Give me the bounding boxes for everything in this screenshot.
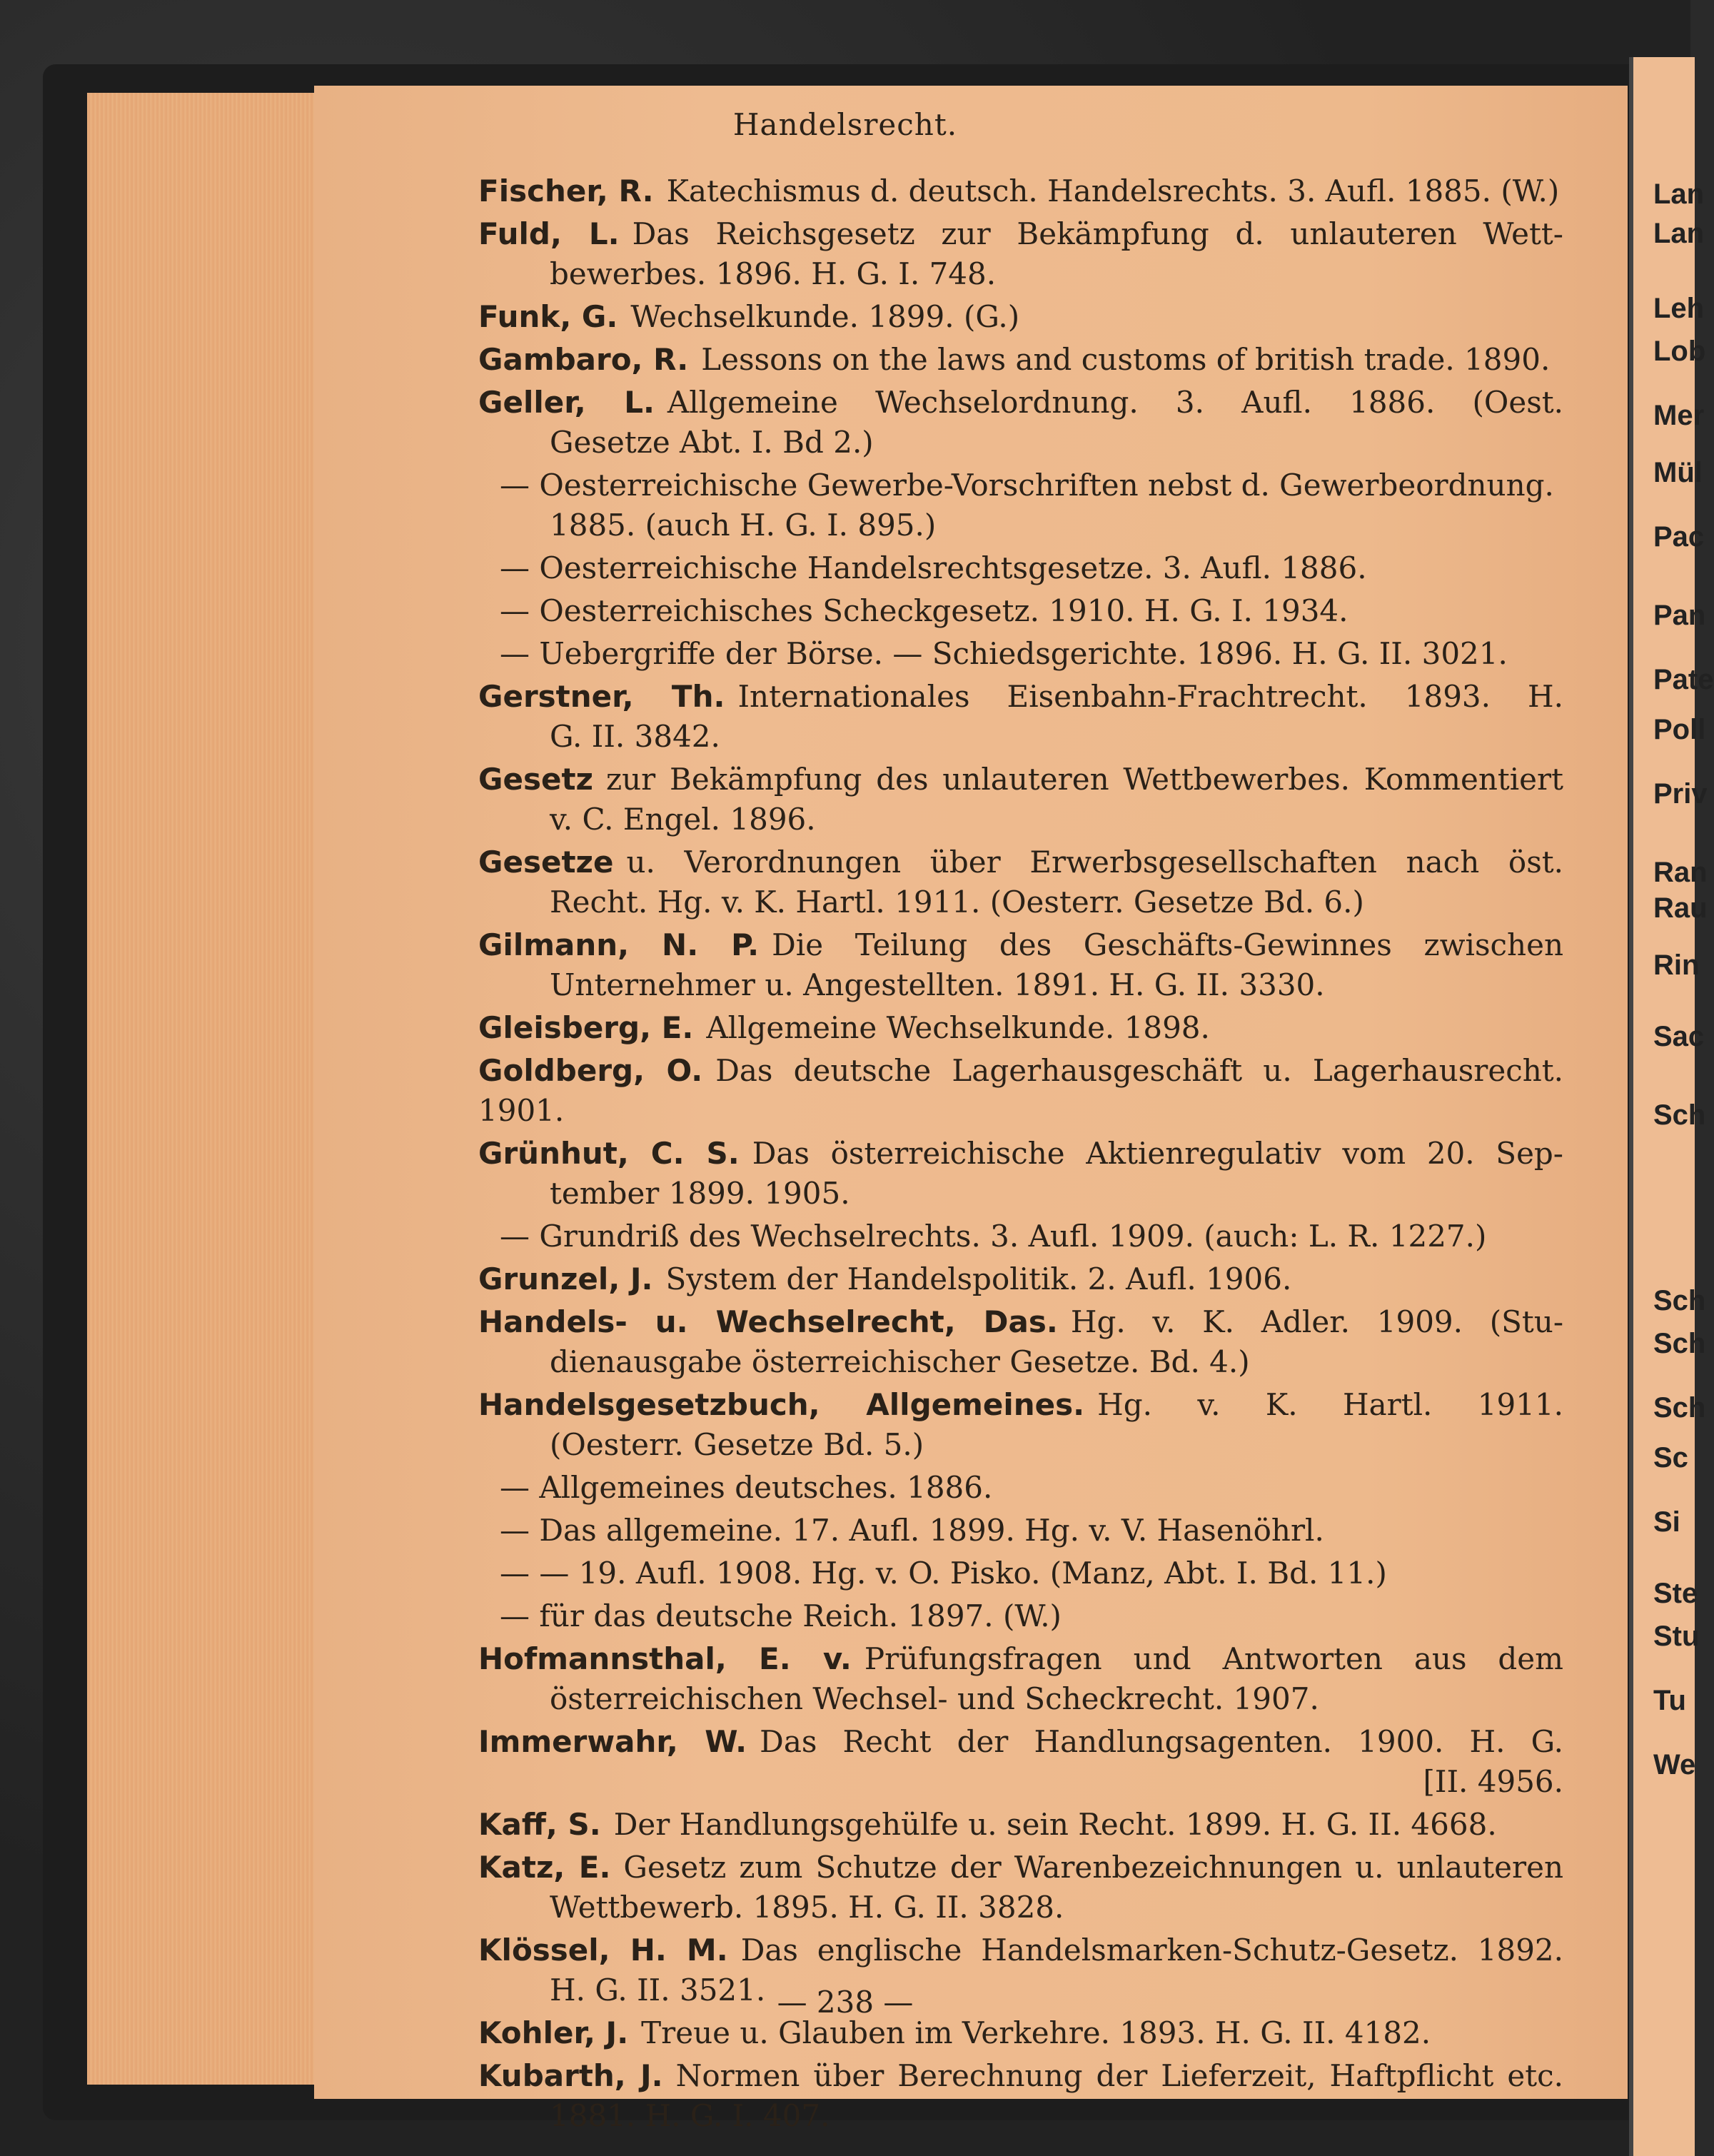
entry-first-line — [478, 1008, 1563, 1048]
entry-title: Lessons on the laws and customs of british trade. 1890. — [701, 342, 1551, 377]
adjacent-page-text: Lan — [1653, 218, 1705, 249]
author-name: Grunzel, J. — [478, 1261, 653, 1296]
adjacent-page-text: Sch — [1653, 1285, 1706, 1316]
entry-first-line — [478, 1930, 1563, 1970]
sub-entry — [478, 465, 1563, 545]
bibliography-entry — [478, 842, 1563, 922]
entry-title: Allgemeine Wechselordnung. 3. Aufl. 1886. (Oest. — [667, 385, 1563, 420]
entry-title: Das österreichische Aktienregulativ vom 20. Sep- — [752, 1136, 1563, 1171]
author-name: Goldberg, O. — [478, 1053, 703, 1088]
entry-title: Internationales Eisenbahn-Frachtrecht. 1893. H. — [737, 679, 1563, 714]
sub-entry-continuation: 1885. (auch H. G. I. 895.) — [550, 508, 937, 543]
entry-first-line — [478, 171, 1563, 211]
author-name: Gleisberg, E. — [478, 1010, 694, 1045]
author-name: Funk, G. — [478, 299, 618, 334]
entry-continuation: österreichischen Wechsel- und Scheckrecht. 1907. — [550, 1681, 1319, 1716]
author-name: Gesetz — [478, 762, 593, 797]
entry-continuation: 1881. H. G. I. 407. — [550, 2098, 830, 2133]
bibliography-entry — [478, 760, 1563, 840]
entry-title: Prüfungsfragen und Antworten aus dem — [864, 1641, 1563, 1676]
entry-first-line — [478, 1134, 1563, 1174]
entry-continuation: v. C. Engel. 1896. — [550, 802, 816, 837]
bibliography-list — [478, 171, 1563, 2139]
adjacent-page — [1629, 57, 1714, 2156]
author-name: Gerstner, Th. — [478, 679, 725, 714]
entry-title: zur Bekämpfung des unlauteren Wettbewerbes. Kommentiert — [605, 762, 1563, 797]
entry-continuation: [II. 4956. — [1423, 1764, 1563, 1799]
page-number: — 238 — — [777, 1985, 914, 2020]
bibliography-entry — [478, 1722, 1563, 1802]
bibliography-entry — [478, 297, 1563, 337]
entry-first-line — [478, 1259, 1563, 1299]
sub-entry-line: — für das deutsche Reich. 1897. (W.) — [500, 1598, 1062, 1633]
sub-entry — [478, 591, 1563, 631]
author-name: Klössel, H. M. — [478, 1933, 728, 1968]
adjacent-page-text: Pate — [1653, 664, 1714, 695]
entry-continuation: Recht. Hg. v. K. Hartl. 1911. (Oesterr. Gesetze Bd. 6.) — [550, 885, 1364, 920]
entry-first-line — [478, 214, 1563, 254]
bibliography-entry — [478, 214, 1563, 294]
adjacent-page-text: Leh — [1653, 293, 1705, 324]
sub-entry-line: — Oesterreichisches Scheckgesetz. 1910. H. G. I. 1934. — [500, 593, 1348, 628]
sub-entry — [478, 634, 1563, 674]
entry-first-line — [478, 1805, 1563, 1845]
entry-first-line — [478, 842, 1563, 882]
entry-first-line — [478, 677, 1563, 717]
entry-continuation: bewerbes. 1896. H. G. I. 748. — [550, 256, 997, 291]
adjacent-page-text: Mül — [1653, 457, 1703, 488]
entry-continuation: Gesetze Abt. I. Bd 2.) — [550, 425, 874, 460]
sub-entry-line: — Grundriß des Wechselrechts. 3. Aufl. 1909. (auch: L. R. 1227.) — [500, 1219, 1487, 1254]
sub-entry-line: — Uebergriffe der Börse. — Schiedsgerichte. 1896. H. G. II. 3021. — [500, 636, 1508, 671]
bibliography-entry — [478, 1385, 1563, 1465]
entry-title: Katechismus d. deutsch. Handelsrechts. 3. Aufl. 1885. (W.) — [666, 173, 1560, 208]
adjacent-page-text: Priv — [1653, 778, 1708, 810]
adjacent-page-text: Sc — [1653, 1442, 1688, 1474]
bibliography-entry — [478, 677, 1563, 757]
sub-entry-line: — Oesterreichische Gewerbe-Vorschriften nebst d. Gewerbeordnung. — [500, 468, 1554, 503]
entry-title: Wechselkunde. 1899. (G.) — [630, 299, 1020, 334]
author-name: Kaff, S. — [478, 1807, 601, 1842]
author-name: Kubarth, J. — [478, 2058, 663, 2093]
author-name: Handelsgesetzbuch, Allgemeines. — [478, 1387, 1085, 1422]
sub-entry — [478, 1553, 1563, 1593]
author-name: Fischer, R. — [478, 173, 654, 208]
entry-continuation: H. G. II. 3521. — [550, 1973, 766, 2008]
bibliography-entry — [478, 1848, 1563, 1928]
bibliography-entry — [478, 340, 1563, 380]
bibliography-entry — [478, 2056, 1563, 2136]
adjacent-page-text: Lan — [1653, 178, 1705, 210]
sub-entry — [478, 1511, 1563, 1551]
author-name: Katz, E. — [478, 1850, 611, 1885]
author-name: Gambaro, R. — [478, 342, 689, 377]
bibliography-entry — [478, 383, 1563, 463]
adjacent-page-text: Pac — [1653, 521, 1705, 553]
page-edge — [87, 93, 330, 2085]
entry-continuation: (Oesterr. Gesetze Bd. 5.) — [550, 1427, 924, 1462]
entry-first-line — [478, 1051, 1563, 1131]
entry-first-line — [478, 1385, 1563, 1425]
author-name: Hofmannsthal, E. v. — [478, 1641, 852, 1676]
bibliography-entry — [478, 1639, 1563, 1719]
author-name: Immerwahr, W. — [478, 1724, 747, 1759]
adjacent-page-text: Sch — [1653, 1328, 1706, 1359]
adjacent-page-text: Lob — [1653, 336, 1706, 367]
author-name: Gesetze — [478, 845, 614, 880]
entry-title: Das englische Handelsmarken-Schutz-Gesetz. 1892. — [740, 1933, 1563, 1968]
bibliography-entry — [478, 1259, 1563, 1299]
adjacent-page-text: Rau — [1653, 892, 1708, 924]
entry-title: u. Verordnungen über Erwerbsgesellschaften nach öst. — [626, 845, 1563, 880]
bibliography-entry — [478, 1134, 1563, 1214]
sub-entry — [478, 1216, 1563, 1256]
sub-entry — [478, 1596, 1563, 1636]
entry-continuation: G. II. 3842. — [550, 719, 720, 754]
entry-title: Allgemeine Wechselkunde. 1898. — [706, 1010, 1210, 1045]
entry-title: Gesetz zum Schutze der Warenbezeichnungen u. unlauteren — [623, 1850, 1563, 1885]
sub-entry — [478, 1468, 1563, 1508]
entry-title: Normen über Berechnung der Lieferzeit, Haftpflicht etc. — [675, 2058, 1563, 2093]
bibliography-entry — [478, 171, 1563, 211]
entry-title: System der Handelspolitik. 2. Aufl. 1906. — [665, 1261, 1292, 1296]
entry-first-line — [478, 2056, 1563, 2096]
bibliography-entry — [478, 925, 1563, 1005]
entry-first-line — [478, 760, 1563, 800]
sub-entry-line: — Oesterreichische Handelsrechtsgesetze. 3. Aufl. 1886. — [500, 550, 1367, 585]
entry-continuation: dienausgabe österreichischer Gesetze. Bd. 4.) — [550, 1344, 1250, 1379]
author-name: Fuld, L. — [478, 216, 620, 251]
sub-entry-line: — Allgemeines deutsches. 1886. — [500, 1470, 993, 1505]
adjacent-page-text: Pan — [1653, 600, 1706, 631]
adjacent-page-text: Ran — [1653, 857, 1708, 888]
author-name: Grünhut, C. S. — [478, 1136, 740, 1171]
bibliography-entry — [478, 1008, 1563, 1048]
entry-first-line — [478, 340, 1563, 380]
entry-title: Hg. v. K. Hartl. 1911. — [1097, 1387, 1563, 1422]
bibliography-entry — [478, 1051, 1563, 1131]
page-header: Handelsrecht. — [732, 107, 958, 142]
entry-continuation: tember 1899. 1905. — [550, 1176, 850, 1211]
adjacent-page-text: Stu — [1653, 1621, 1700, 1652]
entry-first-line — [478, 383, 1563, 423]
adjacent-page-text: We — [1653, 1749, 1696, 1780]
author-name: Geller, L. — [478, 385, 655, 420]
entry-continuation: Wettbewerb. 1895. H. G. II. 3828. — [550, 1890, 1064, 1925]
adjacent-page-text: Poll — [1653, 714, 1706, 745]
entry-first-line — [478, 925, 1563, 965]
entry-continuation: Unternehmer u. Angestellten. 1891. H. G. II. 3330. — [550, 967, 1325, 1002]
bibliography-entry — [478, 1302, 1563, 1382]
adjacent-page-text: Ste — [1653, 1578, 1698, 1609]
author-name: Kohler, J. — [478, 2015, 629, 2050]
adjacent-page-text: Rin — [1653, 949, 1700, 981]
entry-first-line — [478, 297, 1563, 337]
entry-first-line — [478, 1722, 1563, 1762]
adjacent-page-text: Sac — [1653, 1021, 1705, 1052]
entry-first-line — [478, 1848, 1563, 1888]
adjacent-page-text: Mer — [1653, 400, 1705, 431]
entry-title: Der Handlungsgehülfe u. sein Recht. 1899. H. G. II. 4668. — [613, 1807, 1497, 1842]
adjacent-page-text: Si — [1653, 1506, 1680, 1538]
adjacent-page-text: Tu — [1653, 1685, 1686, 1716]
entry-title: Hg. v. K. Adler. 1909. (Stu- — [1070, 1304, 1564, 1339]
adjacent-page-text: Sch — [1653, 1392, 1706, 1424]
entry-title: Treue u. Glauben im Verkehre. 1893. H. G. II. 4182. — [641, 2015, 1431, 2050]
entry-title: Die Teilung des Geschäfts-Gewinnes zwischen — [772, 927, 1563, 962]
sub-entry — [478, 548, 1563, 588]
author-name: Handels- u. Wechselrecht, Das. — [478, 1304, 1058, 1339]
adjacent-page-text: Sch — [1653, 1099, 1706, 1131]
entry-first-line — [478, 1302, 1563, 1342]
entry-title: Das deutsche Lagerhausgeschäft u. Lagerhausrecht. 1901. — [478, 1053, 1564, 1128]
author-name: Gilmann, N. P. — [478, 927, 760, 962]
entry-first-line — [478, 1639, 1563, 1679]
sub-entry-line: — — 19. Aufl. 1908. Hg. v. O. Pisko. (Manz, Abt. I. Bd. 11.) — [500, 1556, 1387, 1591]
entry-title: Das Reichsgesetz zur Bekämpfung d. unlauteren Wett- — [632, 216, 1563, 251]
sub-entry-line: — Das allgemeine. 17. Aufl. 1899. Hg. v. V. Hasenöhrl. — [500, 1513, 1324, 1548]
bibliography-entry — [478, 1805, 1563, 1845]
entry-title: Das Recht der Handlungsagenten. 1900. H. G. — [760, 1724, 1563, 1759]
